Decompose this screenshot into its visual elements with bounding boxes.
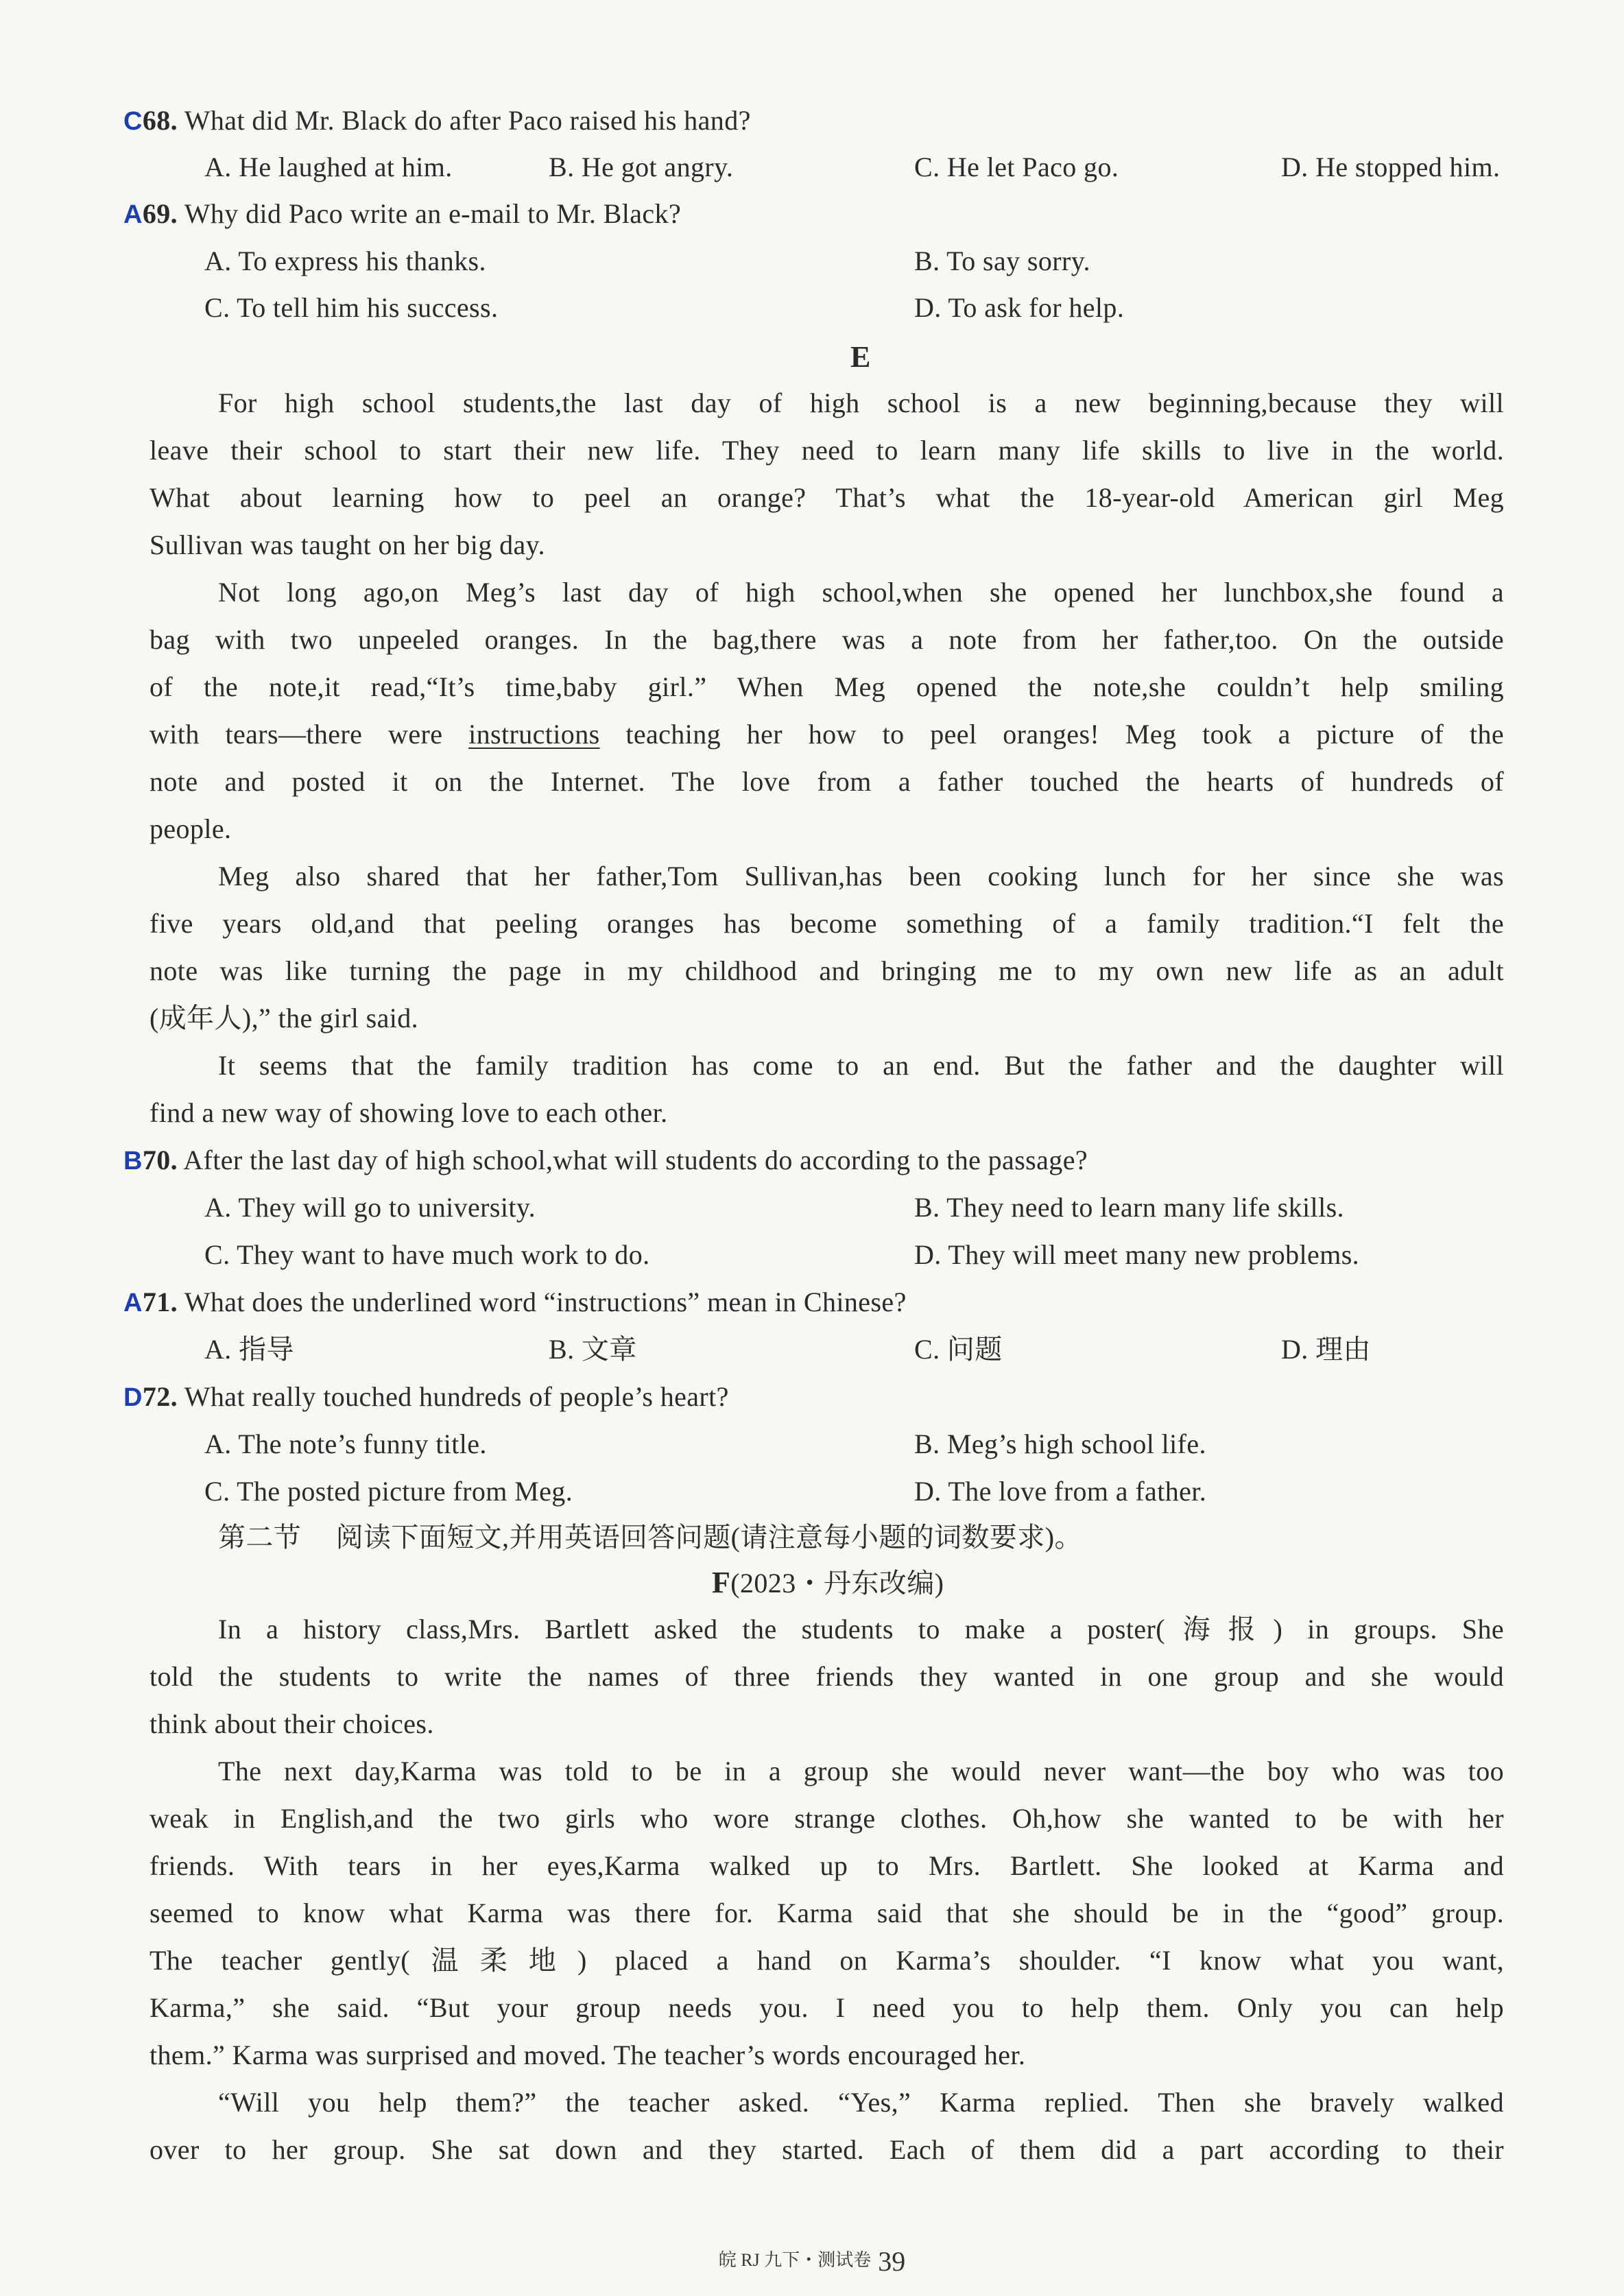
- page-footer: [0, 2247, 1624, 2275]
- section-instruction-text: 阅读下面短文,并用英语回答问题(请注意每小题的词数要求)。: [335, 1522, 1082, 1553]
- passage-e-line: Sullivan was taught on her big day.: [150, 529, 545, 560]
- passage-e-line: Meg also shared that her father,Tom Sullivan,has been cooking lunch for her since she was: [218, 861, 1504, 892]
- question-text: After the last day of high school,what will students do according to the passage?: [183, 1145, 1088, 1175]
- passage-f-line: told the students to write the names of three friends they wanted in one group and she would: [150, 1661, 1504, 1692]
- passage-f-line: think about their choices.: [150, 1708, 434, 1739]
- passage-f-line: friends. With tears in her eyes,Karma walked up to Mrs. Bartlett. She looked at Karma and: [150, 1850, 1504, 1881]
- option-a: A. The note’s funny title.: [204, 1428, 487, 1459]
- option-b: B. Meg’s high school life.: [914, 1428, 1206, 1459]
- question-72: [123, 1380, 729, 1414]
- option-c: C. The posted picture from Meg.: [204, 1476, 573, 1507]
- question-number: 71.: [142, 1287, 178, 1317]
- passage-f-line: weak in English,and the two girls who wore strange clothes. Oh,how she wanted to be with her: [150, 1803, 1504, 1834]
- question-number: 69.: [142, 198, 178, 229]
- section-e-title: E: [850, 340, 871, 374]
- underlined-word: instructions: [468, 719, 600, 750]
- question-number: 70.: [142, 1145, 178, 1175]
- answer-mark: A: [123, 1289, 143, 1317]
- option-b: B. 文章: [549, 1334, 637, 1365]
- question-number: 72.: [142, 1381, 178, 1412]
- answer-mark: B: [123, 1147, 143, 1175]
- passage-e-line: (成年人),” the girl said.: [150, 1003, 419, 1033]
- passage-f-line: Karma,” she said. “But your group needs you. I need you to help them. Only you can help: [150, 1992, 1504, 2023]
- passage-text: teaching her how to peel oranges! Meg took a picture of the: [625, 719, 1504, 750]
- option-d: D. To ask for help.: [914, 292, 1125, 323]
- passage-e-line: find a new way of showing love to each other.: [150, 1097, 668, 1128]
- option-a: A. They will go to university.: [204, 1192, 536, 1223]
- option-b: B. To say sorry.: [914, 246, 1090, 276]
- option-a: A. 指导: [204, 1334, 294, 1365]
- option-b: B. They need to learn many life skills.: [914, 1192, 1344, 1223]
- option-b: B. He got angry.: [549, 152, 734, 182]
- passage-e-line: five years old,and that peeling oranges has become something of a family tradition.“I felt the: [150, 908, 1504, 939]
- passage-f-line: The next day,Karma was told to be in a group she would never want—the boy who was too: [218, 1756, 1504, 1786]
- passage-f-line: In a history class,Mrs. Bartlett asked the students to make a poster(海报) in groups. She: [218, 1614, 1504, 1645]
- passage-e-line: [150, 718, 1504, 751]
- option-c: C. To tell him his success.: [204, 292, 499, 323]
- question-text: What did Mr. Black do after Paco raised his hand?: [184, 105, 751, 136]
- answer-mark: C: [123, 107, 143, 136]
- section-f-title: F: [712, 1566, 731, 1599]
- passage-e-line: What about learning how to peel an orange? That’s what the 18-year-old American girl Meg: [150, 482, 1504, 513]
- question-70: [123, 1144, 1088, 1177]
- answer-mark: D: [123, 1383, 143, 1412]
- option-d: D. They will meet many new problems.: [914, 1239, 1360, 1270]
- option-a: A. He laughed at him.: [204, 152, 453, 182]
- option-d: D. 理由: [1281, 1334, 1371, 1365]
- section-label: 第二节: [218, 1522, 302, 1553]
- answer-mark: A: [123, 200, 143, 229]
- footer-label: 皖 RJ 九下・测试卷: [718, 2250, 872, 2270]
- question-69: [123, 198, 681, 231]
- passage-text: with tears—there were: [150, 719, 443, 750]
- passage-f-line: over to her group. She sat down and they started. Each of them did a part according to their: [150, 2134, 1504, 2165]
- passage-e-line: leave their school to start their new life. They need to learn many life skills to live in the world.: [150, 435, 1504, 466]
- passage-f-line: “Will you help them?” the teacher asked. “Yes,” Karma replied. Then she bravely walked: [218, 2087, 1504, 2118]
- section-f-source: (2023・丹东改编): [730, 1568, 944, 1599]
- page-number: 39: [878, 2246, 906, 2277]
- passage-f-line: The teacher gently(温柔地) placed a hand on Karma’s shoulder. “I know what you want,: [150, 1945, 1504, 1976]
- section-f-heading: [712, 1566, 944, 1600]
- question-text: What does the underlined word “instructions” mean in Chinese?: [184, 1287, 907, 1317]
- passage-f-line: seemed to know what Karma was there for. Karma said that she should be in the “good” group.: [150, 1898, 1504, 1928]
- question-text: Why did Paco write an e-mail to Mr. Black?: [184, 198, 682, 229]
- passage-f-line: them.” Karma was surprised and moved. The teacher’s words encouraged her.: [150, 2040, 1026, 2070]
- passage-e-line: note and posted it on the Internet. The love from a father touched the hearts of hundreds of: [150, 766, 1504, 797]
- question-68: [123, 104, 751, 138]
- option-c: C. 问题: [914, 1334, 1003, 1365]
- option-d: D. The love from a father.: [914, 1476, 1207, 1507]
- option-a: A. To express his thanks.: [204, 246, 486, 276]
- option-c: C. They want to have much work to do.: [204, 1239, 650, 1270]
- passage-e-line: It seems that the family tradition has come to an end. But the father and the daughter will: [218, 1050, 1504, 1081]
- option-d: D. He stopped him.: [1281, 152, 1501, 182]
- question-71: [123, 1286, 907, 1319]
- passage-e-line: of the note,it read,“It’s time,baby girl.” When Meg opened the note,she couldn’t help smiling: [150, 671, 1504, 702]
- passage-e-line: bag with two unpeeled oranges. In the bag,there was a note from her father,too. On the outside: [150, 624, 1504, 655]
- passage-e-line: For high school students,the last day of high school is a new beginning,because they will: [218, 387, 1504, 418]
- question-text: What really touched hundreds of people’s heart?: [184, 1381, 729, 1412]
- question-number: 68.: [142, 105, 178, 136]
- passage-e-line: Not long ago,on Meg’s last day of high school,when she opened her lunchbox,she found a: [218, 577, 1504, 608]
- section-instruction: [218, 1521, 1082, 1554]
- passage-e-line: note was like turning the page in my childhood and bringing me to my own new life as an adult: [150, 955, 1504, 986]
- passage-e-line: people.: [150, 813, 232, 844]
- option-c: C. He let Paco go.: [914, 152, 1119, 182]
